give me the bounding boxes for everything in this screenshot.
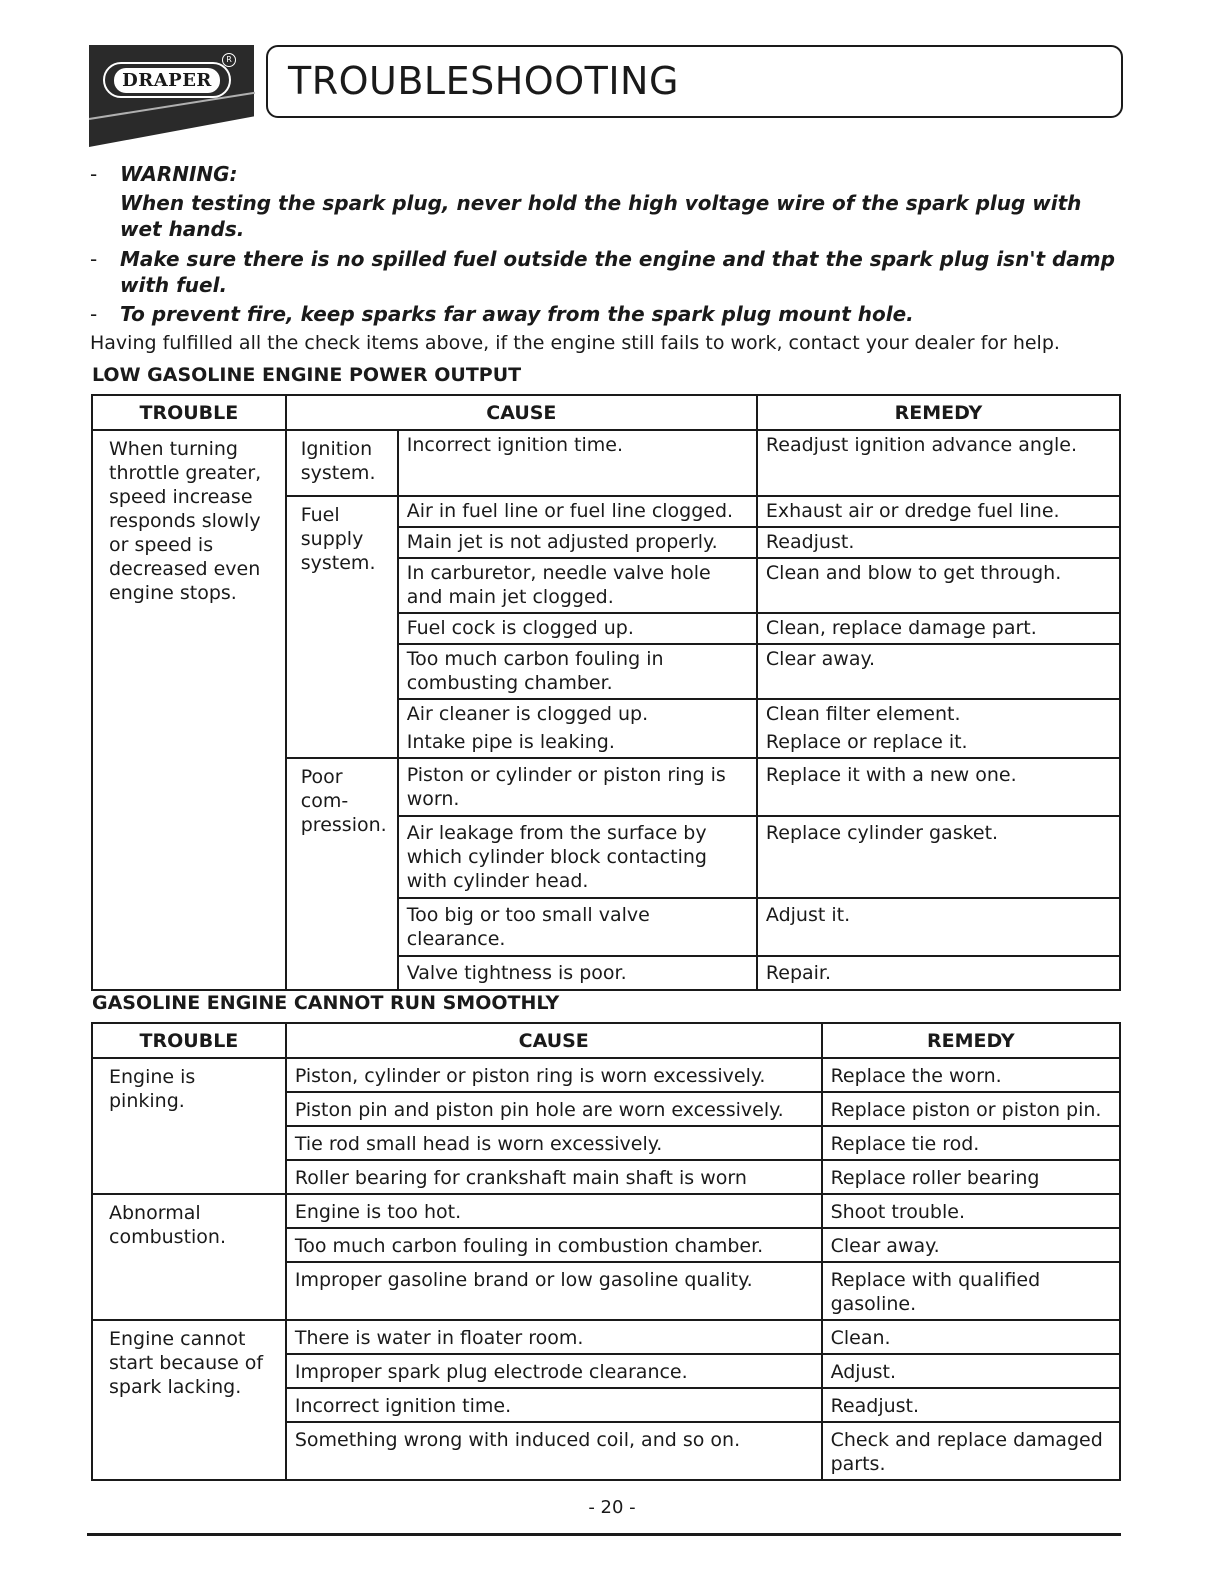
table-row (92, 1320, 1120, 1354)
warning-heading (90, 161, 1120, 187)
cause-cell: Engine is too hot. (286, 1194, 822, 1228)
help-note: Having fulfilled all the check items above, if the engine still fails to work, contact your dealer for help. (90, 332, 1060, 354)
warning-text: When testing the spark plug, never hold the high voltage wire of the spark plug with wet hands. (120, 191, 1082, 241)
remedy-cell: Replace it with a new one. (757, 758, 1120, 816)
cause-cell: Improper spark plug electrode clearance. (286, 1354, 822, 1388)
cause-cell: Too much carbon fouling in combustion chamber. (286, 1228, 822, 1262)
remedy-cell: Exhaust air or dredge fuel line. (757, 496, 1120, 527)
trouble-cell: Engine cannot start because of spark lacking. (92, 1320, 286, 1480)
cause-cell: Incorrect ignition time. (398, 430, 757, 496)
header-cause: CAUSE (286, 395, 757, 430)
cause-cell: Valve tightness is poor. (398, 956, 757, 990)
warning-item (90, 190, 1120, 242)
trouble-cell: Engine is pinking. (92, 1058, 286, 1194)
cause-cell: Piston or cylinder or piston ring is worn. (398, 758, 757, 816)
header-remedy: REMEDY (822, 1023, 1120, 1058)
cause-cell: Piston, cylinder or piston ring is worn excessively. (286, 1058, 822, 1092)
trouble-cell: Abnormal combustion. (92, 1194, 286, 1320)
remedy-cell: Replace cylinder gasket. (757, 816, 1120, 898)
remedy-line: Replace or replace it. (765, 731, 968, 753)
brand-logo-text: DRAPER (114, 68, 220, 93)
table-row (92, 1058, 1120, 1092)
remedy-cell: Repair. (757, 956, 1120, 990)
cause-group-ignition: Ignition system. (286, 430, 398, 496)
cause-cell: Something wrong with induced coil, and so on. (286, 1422, 822, 1480)
cause-cell: There is water in floater room. (286, 1320, 822, 1354)
warning-text: To prevent fire, keep sparks far away from the spark plug mount hole. (120, 302, 914, 326)
cause-cell: Air in fuel line or fuel line clogged. (398, 496, 757, 527)
remedy-cell: Clear away. (822, 1228, 1120, 1262)
remedy-cell: Replace piston or piston pin. (822, 1092, 1120, 1126)
bullet-dash: - (90, 247, 98, 271)
warning-item (90, 301, 1120, 327)
power-output-table (91, 394, 1121, 991)
cause-cell: Incorrect ignition time. (286, 1388, 822, 1422)
remedy-cell (757, 699, 1120, 758)
warning-item (90, 246, 1120, 298)
cause-line: Intake pipe is leaking. (406, 731, 615, 753)
cause-cell: Roller bearing for crankshaft main shaft is worn (286, 1160, 822, 1194)
cause-cell: Too big or too small valve clearance. (398, 898, 757, 956)
cause-cell: Too much carbon fouling in combusting chamber. (398, 644, 757, 699)
page-number: - 20 - (588, 1497, 636, 1518)
remedy-cell: Readjust ignition advance angle. (757, 430, 1120, 496)
section-title: LOW GASOLINE ENGINE POWER OUTPUT (92, 364, 522, 386)
bullet-dash: - (90, 302, 98, 326)
remedy-cell: Replace roller bearing (822, 1160, 1120, 1194)
warning-heading-text: WARNING: (120, 162, 238, 186)
cause-cell: Piston pin and piston pin hole are worn excessively. (286, 1092, 822, 1126)
warning-text: Make sure there is no spilled fuel outside the engine and that the spark plug isn't damp with fuel. (120, 247, 1115, 297)
cause-group-compression: Poor com-pression. (286, 758, 398, 990)
brand-logo (103, 62, 231, 98)
header-trouble: TROUBLE (92, 395, 286, 430)
remedy-cell: Readjust. (822, 1388, 1120, 1422)
registered-mark: R (222, 53, 236, 67)
cause-group-fuel: Fuel supply system. (286, 496, 398, 758)
page-title: TROUBLESHOOTING (288, 59, 679, 103)
bullet-dash: - (90, 162, 98, 186)
header-cause: CAUSE (286, 1023, 822, 1058)
table-header-row (92, 1023, 1120, 1058)
cause-cell: In carburetor, needle valve hole and main jet clogged. (398, 558, 757, 613)
cause-cell (398, 699, 757, 758)
run-smoothly-table (91, 1022, 1121, 1481)
remedy-line: Clean filter element. (765, 703, 961, 725)
remedy-cell: Adjust it. (757, 898, 1120, 956)
remedy-cell: Clean. (822, 1320, 1120, 1354)
title-box (266, 45, 1123, 118)
table-header-row (92, 395, 1120, 430)
cause-cell: Tie rod small head is worn excessively. (286, 1126, 822, 1160)
remedy-cell: Replace with qualified gasoline. (822, 1262, 1120, 1320)
remedy-cell: Clean and blow to get through. (757, 558, 1120, 613)
remedy-cell: Clean, replace damage part. (757, 613, 1120, 644)
cause-line: Air cleaner is clogged up. (406, 703, 649, 725)
remedy-cell: Clear away. (757, 644, 1120, 699)
remedy-cell: Shoot trouble. (822, 1194, 1120, 1228)
section-title: GASOLINE ENGINE CANNOT RUN SMOOTHLY (92, 992, 560, 1014)
header-trouble: TROUBLE (92, 1023, 286, 1058)
cause-cell: Improper gasoline brand or low gasoline quality. (286, 1262, 822, 1320)
trouble-cell: When turning throttle greater, speed increase responds slowly or speed is decreased even engine stops. (92, 430, 286, 990)
remedy-cell: Check and replace damaged parts. (822, 1422, 1120, 1480)
remedy-cell: Replace the worn. (822, 1058, 1120, 1092)
table-row (92, 430, 1120, 496)
remedy-cell: Replace tie rod. (822, 1126, 1120, 1160)
remedy-cell: Readjust. (757, 527, 1120, 558)
cause-cell: Air leakage from the surface by which cylinder block contacting with cylinder head. (398, 816, 757, 898)
footer-divider (87, 1533, 1121, 1536)
cause-cell: Fuel cock is clogged up. (398, 613, 757, 644)
table-row (92, 1194, 1120, 1228)
header-remedy: REMEDY (757, 395, 1120, 430)
cause-cell: Main jet is not adjusted properly. (398, 527, 757, 558)
remedy-cell: Adjust. (822, 1354, 1120, 1388)
